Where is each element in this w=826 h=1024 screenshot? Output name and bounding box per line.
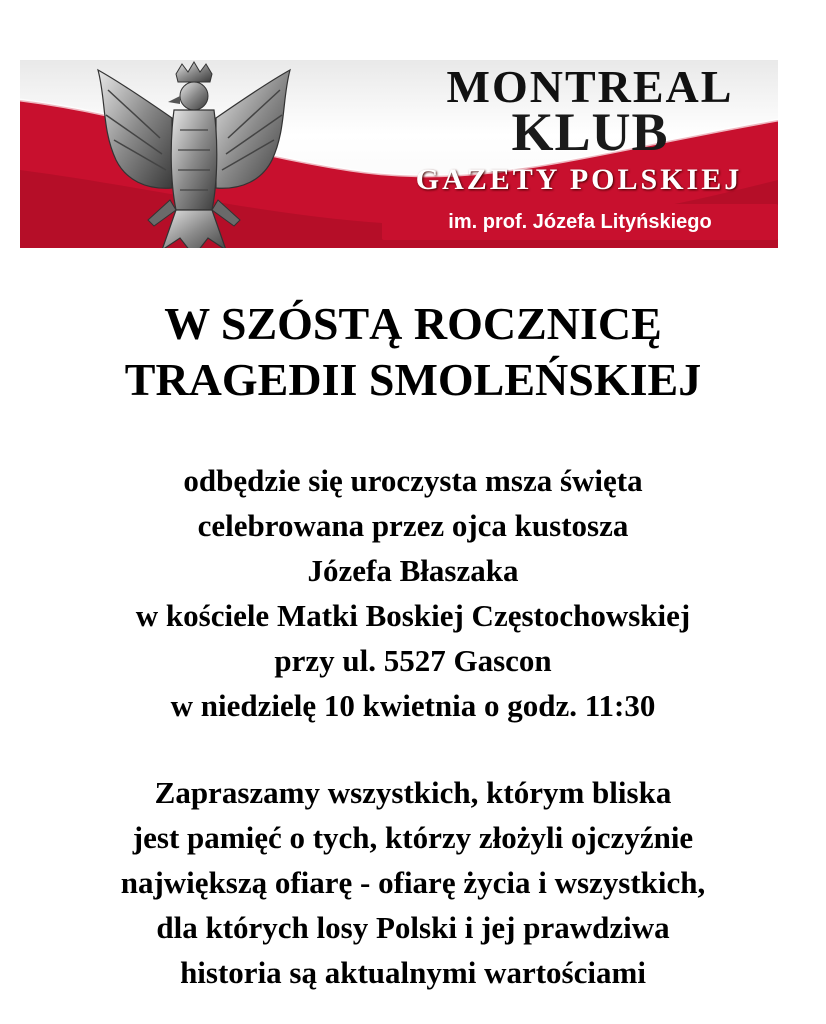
banner-title-klub: KLUB [511,102,669,162]
event-details [0,458,826,728]
details-line: w kościele Matki Boskiej Częstochowskiej [135,598,691,633]
polish-eagle-icon [76,60,306,248]
details-line: Józefa Błaszaka [307,553,519,588]
details-line: przy ul. 5527 Gascon [274,643,552,678]
club-banner [20,60,778,248]
invitation-line: jest pamięć o tych, którzy złożyli ojczyźnie [132,820,694,855]
details-line: odbędzie się uroczysta msza święta [183,463,643,498]
details-line: w niedzielę 10 kwietnia o godz. 11:30 [170,688,656,723]
headline-line: TRAGEDII SMOLEŃSKIEJ [124,354,702,405]
invitation-line: dla których losy Polski i jej prawdziwa [156,910,670,945]
banner-patron-label: im. prof. Józefa Lityńskiego [382,204,778,240]
banner-title-montreal: MONTREAL [446,61,734,112]
banner-subtitle: GAZETY POLSKIEJ [415,163,743,196]
page-headline [0,296,826,408]
invitation-line: historia są aktualnymi wartościami [180,955,646,990]
details-line: celebrowana przez ojca kustosza [197,508,629,543]
headline-line: W SZÓSTĄ ROCZNICĘ [164,298,662,349]
invitation-line: największą ofiarę - ofiarę życia i wszystkich, [120,865,706,900]
invitation-line: Zapraszamy wszystkich, którym bliska [154,775,672,810]
invitation-text [0,770,826,995]
